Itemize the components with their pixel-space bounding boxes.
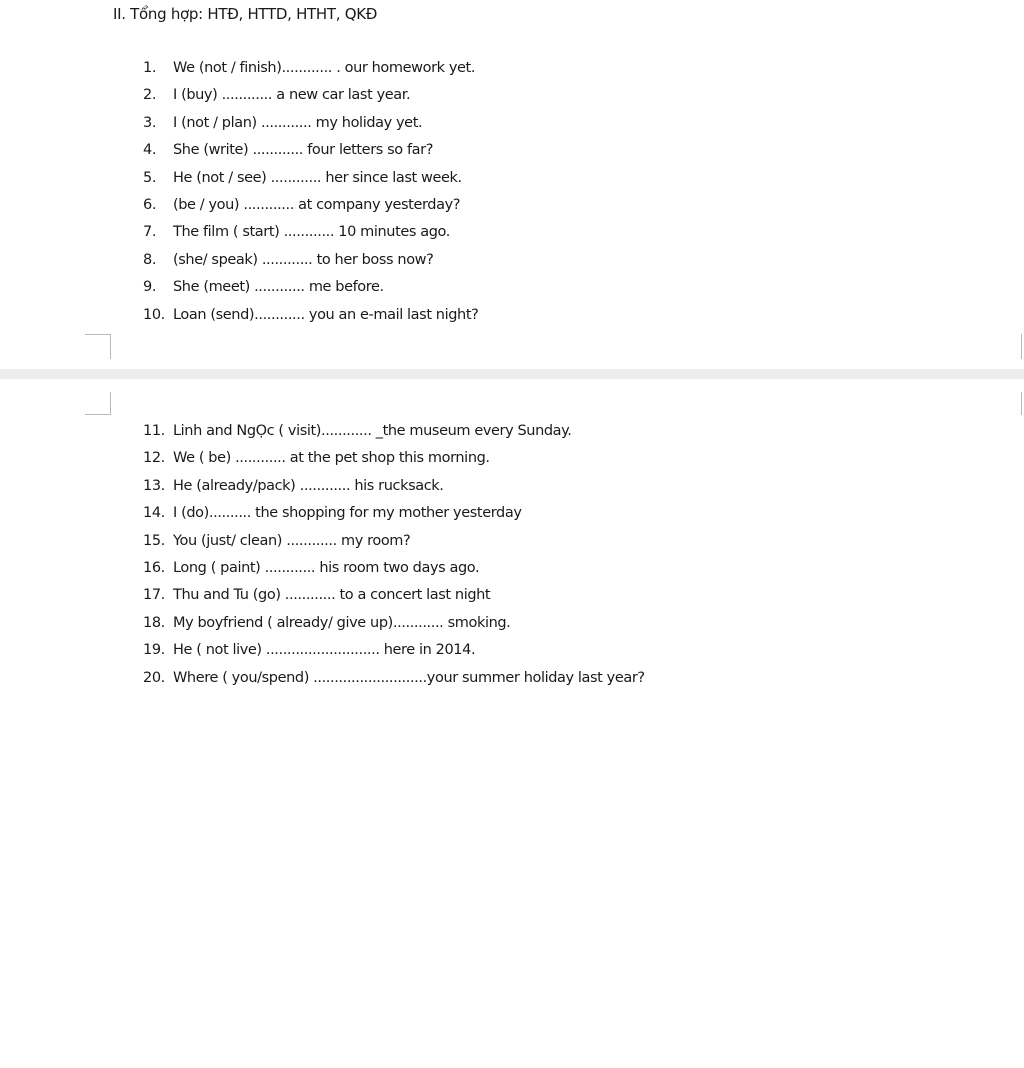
item-text: I (not / plan) ............ my holiday yet. [173,114,423,131]
list-item [143,420,572,442]
item-text: (she/ speak) ............ to her boss now? [173,251,434,268]
page-corner-mark [85,414,111,415]
item-number: 14. [143,505,165,522]
item-text: I (buy) ............ a new car last year. [173,87,411,104]
item-number: 8. [143,251,157,268]
item-text: Linh and NgỌc ( visit)............ _the museum every Sunday. [173,423,572,439]
item-text: Loan (send)............ you an e-mail last night? [173,306,479,323]
list-item [143,612,510,634]
list-item [143,639,475,661]
item-number: 19. [143,642,165,659]
item-text: I (do).......... the shopping for my mother yesterday [173,505,522,522]
item-number: 12. [143,450,165,467]
item-number: 2. [143,87,157,104]
item-number: 4. [143,142,157,159]
list-item [143,84,410,106]
item-number: 5. [143,169,157,186]
list-item [143,57,475,79]
item-text: (be / you) ............ at company yesterday? [173,197,461,213]
item-text: He (not / see) ............ her since last week. [173,169,462,186]
item-text: She (meet) ............ me before. [173,279,384,296]
list-item [143,194,460,216]
list-item [143,557,479,579]
item-text: She (write) ............ four letters so far? [173,142,434,159]
list-item [143,667,645,689]
item-number: 10. [143,306,165,323]
item-number: 16. [143,560,165,576]
page-corner-mark [85,334,111,335]
list-item [143,221,450,243]
list-item [143,276,384,298]
page-break [0,369,1024,379]
page-corner-mark [110,334,111,359]
item-text: Thu and Tu (go) ............ to a concert last night [173,587,491,604]
page-corner-mark [1021,392,1022,415]
list-item [143,249,433,271]
item-number: 15. [143,532,165,549]
list-item [143,167,462,189]
list-item [143,502,522,524]
item-number: 20. [143,669,165,686]
item-number: 13. [143,477,165,494]
item-number: 1. [143,60,157,76]
list-item [143,447,490,469]
item-text: He (already/pack) ............ his rucksack. [173,477,444,494]
list-item [143,139,433,161]
item-text: Where ( you/spend) ...........................your summer holiday last year? [173,669,645,686]
item-text: You (just/ clean) ............ my room? [173,532,411,549]
page-corner-mark [110,392,111,415]
item-text: The film ( start) ............ 10 minutes ago. [173,224,450,241]
list-item [143,530,410,552]
item-text: My boyfriend ( already/ give up)............ smoking. [173,614,511,631]
item-number: 6. [143,197,157,213]
item-number: 17. [143,587,165,604]
item-number: 3. [143,114,157,131]
list-item [143,304,478,326]
item-number: 11. [143,423,165,439]
item-text: He ( not live) ........................... here in 2014. [173,642,476,659]
item-number: 18. [143,614,165,631]
list-item [143,475,444,497]
item-text: Long ( paint) ............ his room two days ago. [173,560,480,576]
page-corner-mark [1021,334,1022,359]
item-number: 9. [143,279,157,296]
list-item [143,112,422,134]
item-text: We ( be) ............ at the pet shop this morning. [173,450,490,467]
list-item [143,584,490,606]
item-number: 7. [143,224,157,241]
item-text: We (not / finish)............ . our homework yet. [173,60,476,76]
section-title: II. Tổng hợp: HTĐ, HTTD, HTHT, QKĐ [113,5,378,23]
